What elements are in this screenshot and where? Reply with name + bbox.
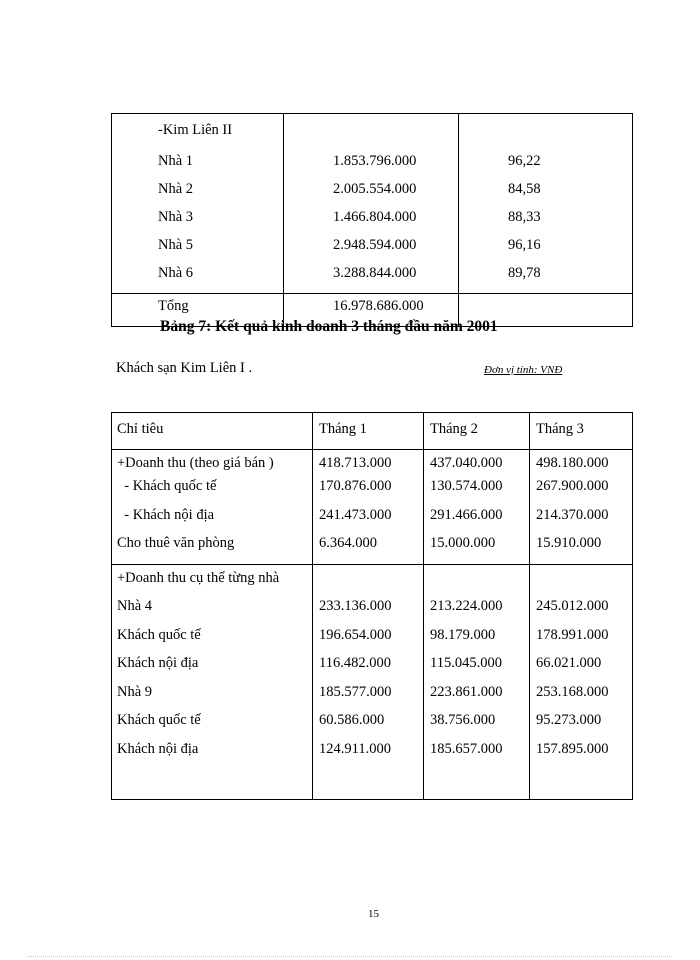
table-row: [112, 598, 633, 627]
cell-month1: 241.473.000: [313, 507, 424, 536]
cell-month3: 66.021.000: [530, 655, 633, 684]
column-header: Chỉ tiêu: [112, 413, 313, 450]
cell-month1: 60.586.000: [313, 712, 424, 741]
cell-month2: 15.000.000: [424, 535, 530, 564]
table-row: [112, 209, 633, 237]
row-label: Khách quốc tế: [112, 712, 313, 741]
cell-month1: 6.364.000: [313, 535, 424, 564]
column-header: Tháng 3: [530, 413, 633, 450]
group-title: +Doanh thu cụ thể từng nhà: [112, 564, 313, 598]
hotel-name: Khách sạn Kim Liên I .: [116, 360, 253, 376]
cell-month2: 213.224.000: [424, 598, 530, 627]
cell-month2: 130.574.000: [424, 478, 530, 507]
cell-month2: 223.861.000: [424, 684, 530, 713]
row-value: 2.948.594.000: [284, 237, 459, 265]
row-value: 1.853.796.000: [284, 153, 459, 181]
row-label: Khách quốc tế: [112, 627, 313, 656]
cell-month2: 115.045.000: [424, 655, 530, 684]
table-row: [112, 712, 633, 741]
row-percent: 96,16: [459, 237, 633, 265]
cell-month3: 15.910.000: [530, 535, 633, 564]
cell-month1: 233.136.000: [313, 598, 424, 627]
table-row: [112, 114, 633, 154]
cell-month3: 214.370.000: [530, 507, 633, 536]
table-row: [112, 684, 633, 713]
table-row: [112, 535, 633, 564]
row-percent: 88,33: [459, 209, 633, 237]
table-kim-lien-ii: [111, 113, 633, 327]
row-label: +Doanh thu (theo giá bán ): [112, 450, 313, 479]
cell-month3: 178.991.000: [530, 627, 633, 656]
row-value: 2.005.554.000: [284, 181, 459, 209]
row-percent: 84,58: [459, 181, 633, 209]
total-value: 16.978.686.000: [284, 294, 459, 327]
row-label: Nhà 4: [112, 598, 313, 627]
row-label: Nhà 5: [112, 237, 284, 265]
cell-month2: 291.466.000: [424, 507, 530, 536]
table-row: [112, 237, 633, 265]
table-row: [112, 450, 633, 479]
table-row-empty: [112, 769, 633, 800]
cell-month3: 498.180.000: [530, 450, 633, 479]
row-percent: 89,78: [459, 265, 633, 294]
header-row: [112, 413, 633, 450]
row-label: Cho thuê văn phòng: [112, 535, 313, 564]
table-row: [112, 265, 633, 294]
table-row: [112, 181, 633, 209]
cell-month3: 245.012.000: [530, 598, 633, 627]
column-header: Tháng 2: [424, 413, 530, 450]
cell-month1: 185.577.000: [313, 684, 424, 713]
cell-month2: 38.756.000: [424, 712, 530, 741]
cell-month3: 157.895.000: [530, 741, 633, 770]
section-title: -Kim Liên II: [112, 114, 284, 154]
cell-month1: 196.654.000: [313, 627, 424, 656]
row-label: Nhà 9: [112, 684, 313, 713]
table-kim-lien-i: [111, 412, 633, 800]
row-label: - Khách nội địa: [112, 507, 313, 536]
row-value: 1.466.804.000: [284, 209, 459, 237]
row-label: Nhà 2: [112, 181, 284, 209]
total-label: Tổng: [112, 294, 284, 327]
row-label: Nhà 6: [112, 265, 284, 294]
table-row: [112, 507, 633, 536]
row-label: Khách nội địa: [112, 655, 313, 684]
table-row: [112, 655, 633, 684]
cell-month3: 267.900.000: [530, 478, 633, 507]
column-header: Tháng 1: [313, 413, 424, 450]
table-row: [112, 627, 633, 656]
table-caption: Bảng 7: Kết quả kinh doanh 3 tháng đầu năm 2001: [160, 318, 498, 335]
cell-month1: 124.911.000: [313, 741, 424, 770]
cell-month2: 98.179.000: [424, 627, 530, 656]
row-percent: 96,22: [459, 153, 633, 181]
row-label: - Khách quốc tế: [112, 478, 313, 507]
table-row: [112, 153, 633, 181]
cell-month1: 418.713.000: [313, 450, 424, 479]
cell-month2: 185.657.000: [424, 741, 530, 770]
page-number: 15: [368, 908, 379, 920]
cell-month1: 116.482.000: [313, 655, 424, 684]
table-row: [112, 741, 633, 770]
table-row: [112, 478, 633, 507]
cell-month3: 253.168.000: [530, 684, 633, 713]
row-label: Nhà 3: [112, 209, 284, 237]
table-row: [112, 564, 633, 598]
cell-month3: 95.273.000: [530, 712, 633, 741]
cell-month1: 170.876.000: [313, 478, 424, 507]
row-label: Nhà 1: [112, 153, 284, 181]
row-value: 3.288.844.000: [284, 265, 459, 294]
row-label: Khách nội địa: [112, 741, 313, 770]
unit-label: Đơn vị tính: VNĐ: [484, 364, 563, 376]
cell-month2: 437.040.000: [424, 450, 530, 479]
page-edge-line: [28, 956, 672, 957]
